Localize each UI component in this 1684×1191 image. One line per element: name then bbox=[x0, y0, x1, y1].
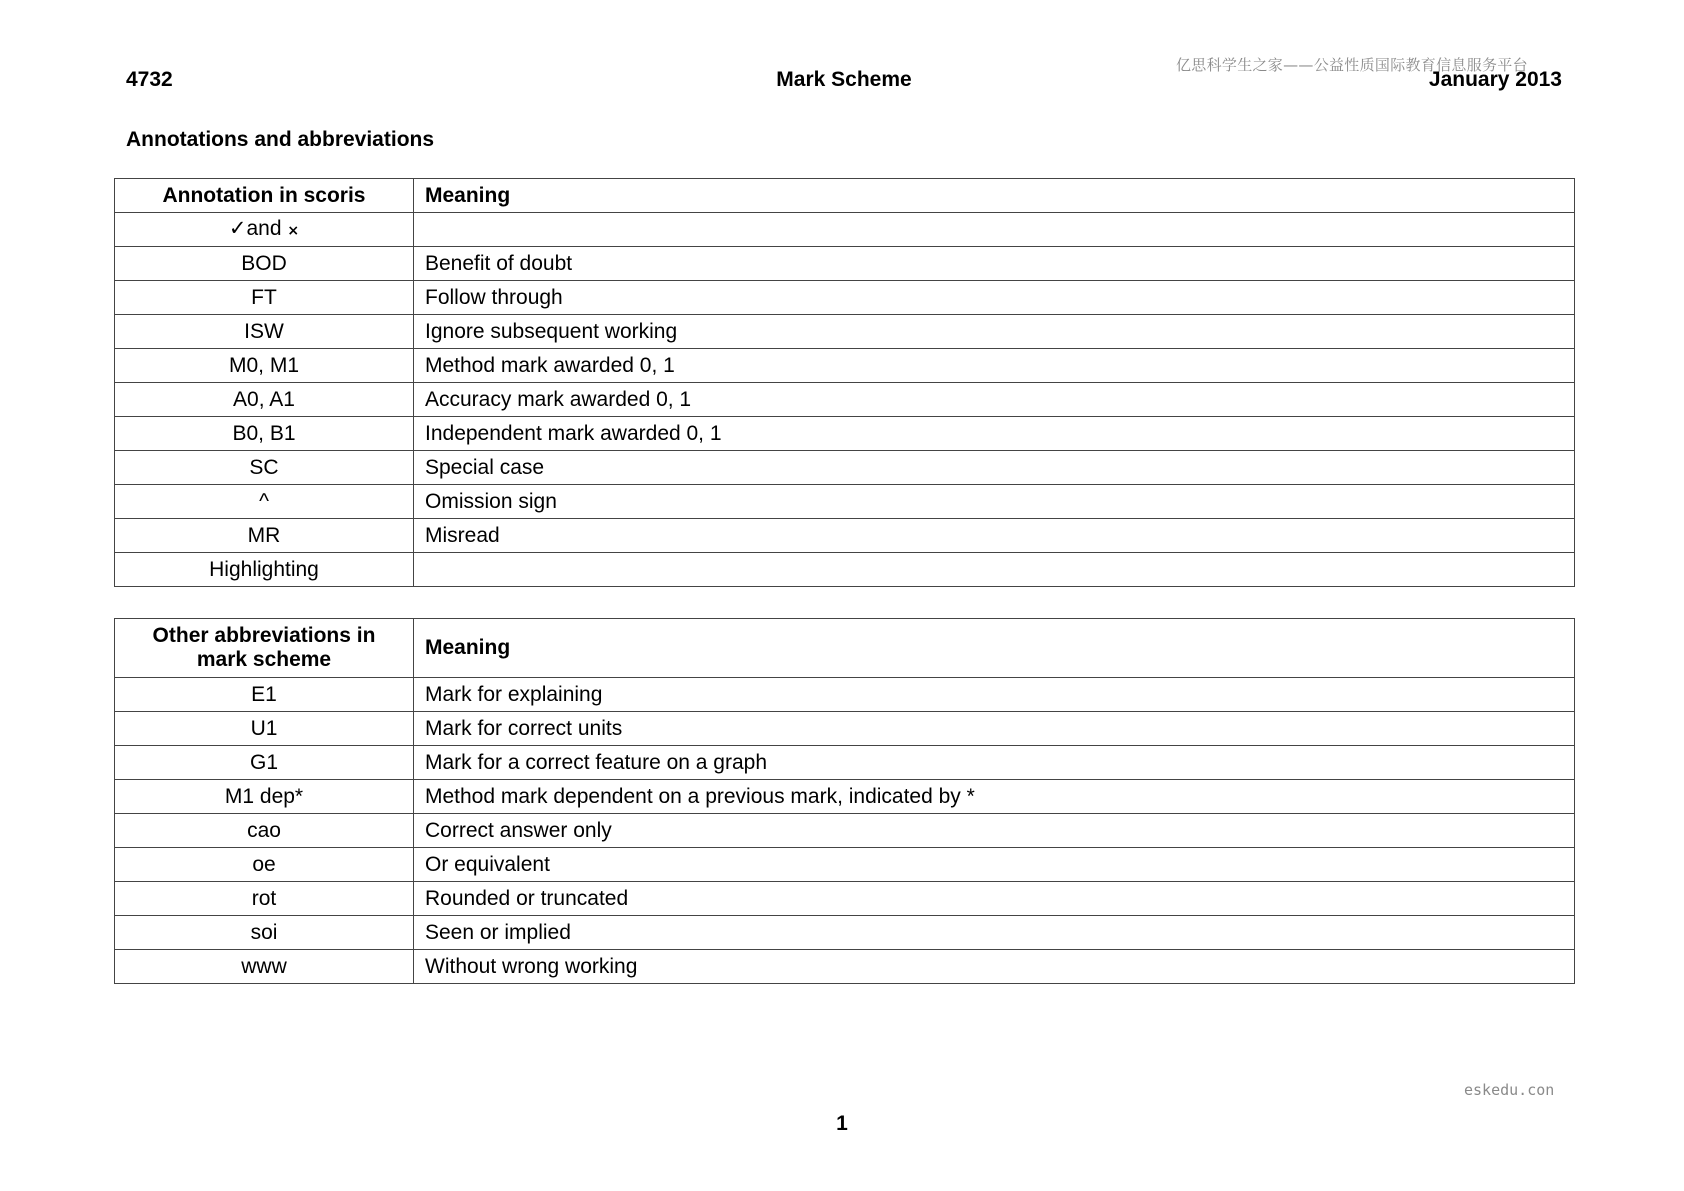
page-header bbox=[126, 68, 1562, 96]
table-header-row bbox=[115, 619, 1575, 678]
table-row bbox=[115, 814, 1575, 848]
meaning-cell: Mark for a correct feature on a graph bbox=[414, 746, 1575, 780]
meaning-cell: Method mark awarded 0, 1 bbox=[414, 349, 1575, 383]
annotation-cell: FT bbox=[115, 281, 414, 315]
table-row bbox=[115, 746, 1575, 780]
table-row bbox=[115, 451, 1575, 485]
meaning-cell: Or equivalent bbox=[414, 848, 1575, 882]
table-row bbox=[115, 712, 1575, 746]
meaning-cell: Method mark dependent on a previous mark, indicated by * bbox=[414, 780, 1575, 814]
meaning-cell: Special case bbox=[414, 451, 1575, 485]
meaning-cell: Follow through bbox=[414, 281, 1575, 315]
meaning-cell: Seen or implied bbox=[414, 916, 1575, 950]
meaning-cell: Ignore subsequent working bbox=[414, 315, 1575, 349]
abbreviations-table bbox=[114, 618, 1575, 984]
annotation-cell: Highlighting bbox=[115, 553, 414, 587]
annotation-cell: MR bbox=[115, 519, 414, 553]
exam-date: January 2013 bbox=[1428, 68, 1562, 91]
table-row bbox=[115, 848, 1575, 882]
column-header-meaning: Meaning bbox=[414, 179, 1575, 213]
annotation-cell: SC bbox=[115, 451, 414, 485]
document-title: Mark Scheme bbox=[776, 68, 912, 91]
table-row bbox=[115, 383, 1575, 417]
abbreviation-cell: cao bbox=[115, 814, 414, 848]
table-row bbox=[115, 247, 1575, 281]
section-heading: Annotations and abbreviations bbox=[126, 128, 435, 151]
table-row bbox=[115, 315, 1575, 349]
page-number: 1 bbox=[836, 1112, 848, 1135]
meaning-cell: Rounded or truncated bbox=[414, 882, 1575, 916]
abbreviation-cell: G1 bbox=[115, 746, 414, 780]
abbreviation-cell: rot bbox=[115, 882, 414, 916]
annotation-cell: B0, B1 bbox=[115, 417, 414, 451]
table-row bbox=[115, 916, 1575, 950]
table-header-row bbox=[115, 179, 1575, 213]
annotation-cell: ^ bbox=[115, 485, 414, 519]
table-row bbox=[115, 281, 1575, 315]
meaning-cell: Correct answer only bbox=[414, 814, 1575, 848]
table-row bbox=[115, 485, 1575, 519]
tick-icon: ✓ bbox=[228, 216, 247, 240]
column-header-annotation: Annotation in scoris bbox=[115, 179, 414, 213]
table-row bbox=[115, 519, 1575, 553]
abbreviation-cell: U1 bbox=[115, 712, 414, 746]
abbreviation-cell: E1 bbox=[115, 678, 414, 712]
meaning-cell: Independent mark awarded 0, 1 bbox=[414, 417, 1575, 451]
table-row bbox=[115, 553, 1575, 587]
watermark-bottom: eskedu.con bbox=[1464, 1081, 1555, 1099]
meaning-cell: Omission sign bbox=[414, 485, 1575, 519]
paper-code: 4732 bbox=[126, 68, 173, 91]
meaning-cell: Mark for explaining bbox=[414, 678, 1575, 712]
meaning-cell: Accuracy mark awarded 0, 1 bbox=[414, 383, 1575, 417]
table-row bbox=[115, 882, 1575, 916]
table-row bbox=[115, 950, 1575, 984]
abbreviation-cell: soi bbox=[115, 916, 414, 950]
annotation-cell bbox=[115, 213, 414, 247]
annotations-table bbox=[114, 178, 1575, 587]
abbreviation-cell: oe bbox=[115, 848, 414, 882]
abbreviation-cell: M1 dep* bbox=[115, 780, 414, 814]
column-header-meaning: Meaning bbox=[414, 619, 1575, 678]
watermark-top: 亿思科学生之家——公益性质国际教育信息服务平台 bbox=[1176, 56, 1528, 74]
meaning-cell: Without wrong working bbox=[414, 950, 1575, 984]
meaning-cell: Benefit of doubt bbox=[414, 247, 1575, 281]
table-row bbox=[115, 417, 1575, 451]
meaning-cell bbox=[414, 553, 1575, 587]
abbreviation-cell: www bbox=[115, 950, 414, 984]
meaning-cell bbox=[414, 213, 1575, 247]
table-row bbox=[115, 678, 1575, 712]
column-header-abbreviation: Other abbreviations in mark scheme bbox=[115, 619, 414, 678]
table-row bbox=[115, 349, 1575, 383]
cross-icon: × bbox=[287, 223, 300, 239]
meaning-cell: Misread bbox=[414, 519, 1575, 553]
table-row bbox=[115, 780, 1575, 814]
annotation-cell: A0, A1 bbox=[115, 383, 414, 417]
table-row bbox=[115, 213, 1575, 247]
meaning-cell: Mark for correct units bbox=[414, 712, 1575, 746]
annotation-cell: M0, M1 bbox=[115, 349, 414, 383]
annotation-cell: BOD bbox=[115, 247, 414, 281]
and-text: and bbox=[246, 217, 282, 240]
annotation-cell: ISW bbox=[115, 315, 414, 349]
